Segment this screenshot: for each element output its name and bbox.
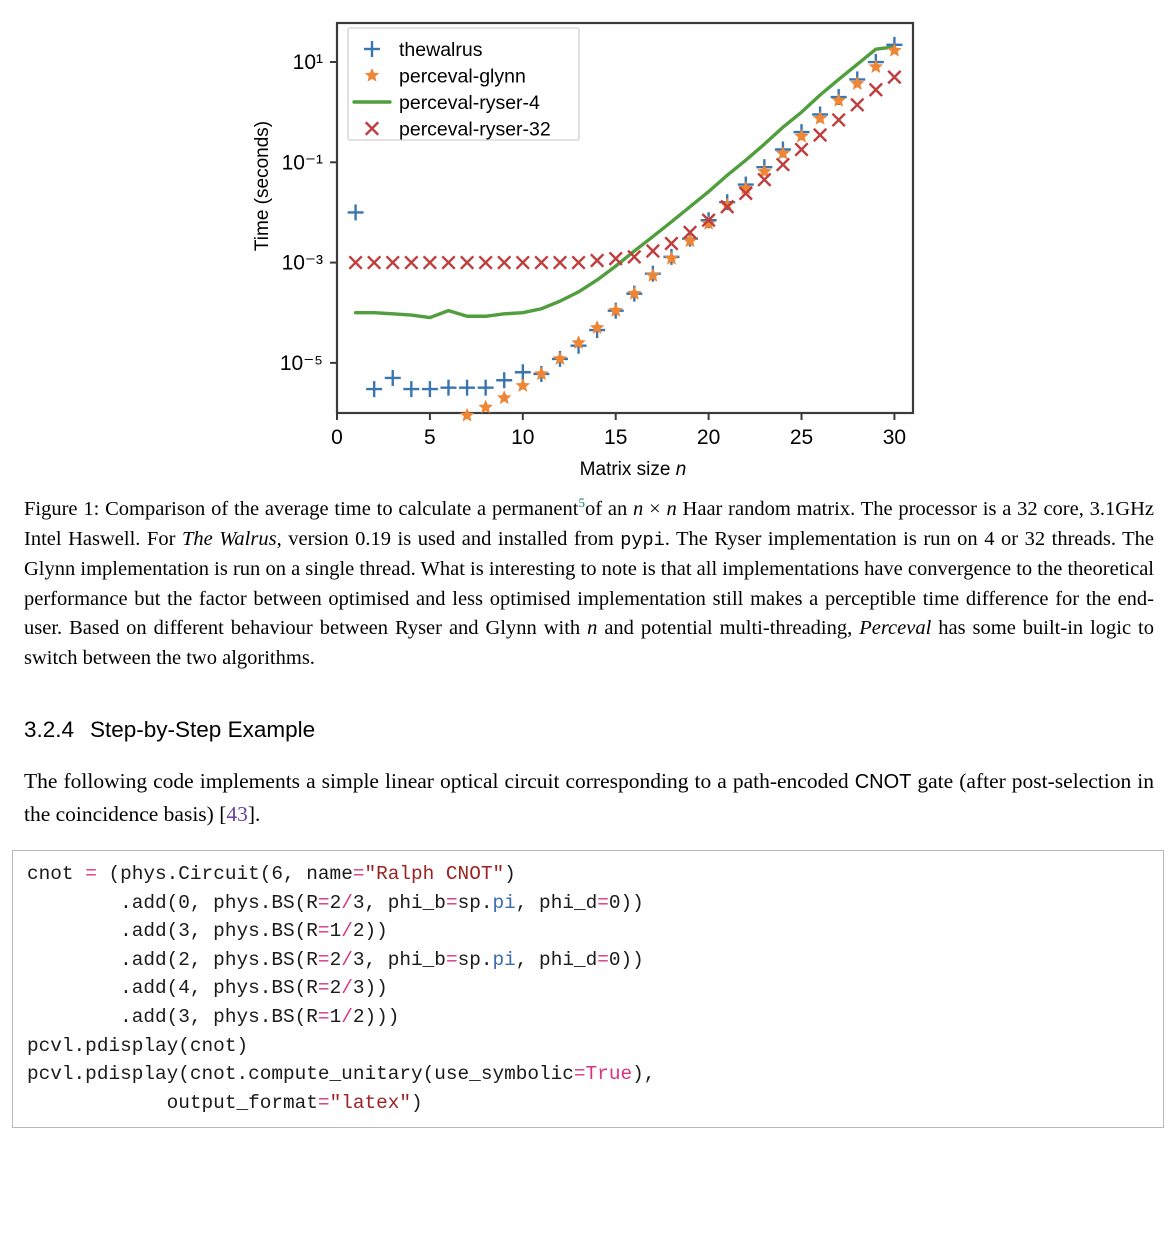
paragraph-text-3: ].: [247, 802, 261, 826]
code-token: =: [317, 891, 330, 914]
code-token: sp.: [457, 948, 493, 971]
caption-text-1: Comparison of the average time to calculate a permanent: [99, 498, 579, 520]
code-line: [27, 1060, 1151, 1089]
code-token: pi: [492, 948, 516, 971]
x-tick-label: 0: [331, 426, 343, 449]
code-token: =: [573, 1063, 586, 1086]
code-line: [27, 860, 1151, 889]
code-token: 3, phi_b: [352, 891, 446, 914]
section-title: Step-by-Step Example: [90, 717, 316, 742]
code-token: =: [317, 920, 330, 943]
code-token: /: [341, 891, 353, 914]
y-tick-label: 10⁻¹: [281, 151, 323, 175]
x-axis-label-symbol: n: [675, 459, 687, 480]
code-token: ): [411, 1091, 423, 1114]
x-axis-label: Matrix size n: [579, 459, 687, 480]
code-token: =: [445, 948, 458, 971]
caption-times-symbol: ×: [643, 498, 667, 520]
code-line: [27, 946, 1151, 975]
caption-italic-perceval: Perceval: [859, 617, 932, 639]
code-token: .add(4, phys.BS(R: [27, 977, 318, 1000]
figure-caption: [24, 495, 1154, 673]
code-line: [27, 917, 1151, 946]
code-line: [27, 1032, 1151, 1061]
x-tick-label: 5: [424, 426, 436, 449]
legend-label: perceval-ryser-32: [399, 118, 551, 141]
y-tick-label: 10⁻³: [281, 251, 323, 275]
caption-mono-pypi: pypi: [620, 529, 665, 551]
code-token: /: [341, 977, 353, 1000]
code-token: 1: [329, 920, 342, 943]
citation-link-43[interactable]: 43: [226, 802, 248, 826]
caption-text-2: of an: [584, 498, 634, 520]
code-token: =: [317, 1091, 330, 1114]
section-number: 3.2.4: [24, 717, 75, 742]
x-tick-label: 10: [511, 426, 535, 449]
code-token: .add(3, phys.BS(R: [27, 1005, 318, 1028]
y-tick-label: 10⁻⁵: [279, 351, 323, 375]
code-token: , phi_d: [515, 948, 598, 971]
code-token: =: [85, 863, 97, 885]
code-token: .add(3, phys.BS(R: [27, 920, 318, 943]
body-paragraph: [24, 765, 1154, 830]
code-token: /: [341, 1005, 353, 1028]
code-token: .add(0, phys.BS(R: [27, 891, 318, 914]
code-token: =: [597, 948, 609, 971]
paragraph-text-1: The following code implements a simple linear optical circuit corresponding to a path-encoded: [24, 769, 855, 793]
code-token: 2)): [352, 920, 388, 943]
code-token: pcvl.pdisplay(cnot): [27, 1034, 249, 1057]
code-line: [27, 1003, 1151, 1032]
code-token: =: [597, 891, 609, 914]
caption-text-7: has some built-in logic to switch between the two algorithms.: [24, 617, 1154, 669]
legend-label: perceval-glynn: [399, 65, 526, 88]
code-line: [27, 974, 1151, 1003]
code-token: , phi_d: [515, 891, 598, 914]
code-token: .add(2, phys.BS(R: [27, 948, 318, 971]
code-token: =: [317, 977, 330, 1000]
code-token: /: [341, 948, 353, 971]
code-token: 2: [329, 948, 342, 971]
caption-text-3: Haar random matrix. The processor is a 32 core, 3.1GHz Intel Haswell. For: [24, 498, 1155, 550]
code-token: =: [352, 863, 365, 885]
legend-label: thewalrus: [399, 39, 483, 61]
code-token: =: [445, 891, 458, 914]
x-tick-label: 25: [789, 426, 814, 449]
caption-text-5: . The Ryser implementation is run on 4 or 32 threads. The Glynn implementation is run on a single thread. What is interesting to note is that all implementations have convergence to the theoretical performance but the factor between optimised and less optimised implementation still makes a perceptible time difference for the end-user. Based on different behaviour between Ryser and Glynn with: [24, 527, 1154, 639]
section-heading: [24, 717, 1152, 743]
caption-math-n-2: n: [666, 498, 677, 520]
code-token: /: [341, 920, 353, 943]
code-block[interactable]: [12, 850, 1164, 1128]
y-axis-label: Time (seconds): [252, 120, 273, 252]
paragraph-sans-cnot: CNOT: [854, 771, 912, 793]
code-token: 3, phi_b: [352, 948, 446, 971]
code-token: 1: [329, 1005, 342, 1028]
code-token: ): [504, 863, 516, 885]
caption-text-4: , version 0.19 is used and installed from: [276, 527, 621, 550]
code-token: output_format: [27, 1091, 318, 1114]
code-token: pi: [492, 891, 516, 914]
y-tick-label: 10¹: [292, 51, 323, 75]
figure-1: [0, 0, 1176, 495]
footnote-marker[interactable]: 5: [578, 495, 585, 511]
legend-label: perceval-ryser-4: [399, 92, 540, 114]
code-token: ),: [632, 1063, 656, 1086]
code-line: [27, 1089, 1151, 1118]
x-tick-label: 15: [604, 426, 628, 449]
x-tick-label: 20: [696, 426, 721, 449]
code-line: [27, 889, 1151, 918]
code-token: "Ralph CNOT": [364, 863, 505, 885]
code-token: =: [317, 1005, 330, 1028]
figure-caption-label: Figure 1:: [24, 498, 100, 520]
code-token: cnot: [27, 863, 86, 885]
caption-math-n-3: n: [587, 617, 598, 639]
code-token: 0)): [608, 891, 644, 914]
x-tick-label: 30: [882, 426, 907, 449]
code-token: =: [317, 948, 330, 971]
code-token: sp.: [457, 891, 493, 914]
caption-math-n-1: n: [633, 498, 644, 520]
code-token: 2: [329, 891, 342, 914]
paragraph-text-2: gate (after post-selection in the coincidence basis) [: [24, 769, 1154, 826]
code-token: "latex": [329, 1091, 412, 1114]
code-token: pcvl.pdisplay(cnot.compute_unitary(use_symbolic: [27, 1063, 574, 1086]
code-token: (phys.Circuit(6, name: [96, 863, 353, 885]
code-token: 0)): [608, 948, 644, 971]
permanent-timing-chart: [0, 0, 1176, 495]
code-token: 3)): [352, 977, 388, 1000]
chart-legend: [348, 28, 579, 141]
caption-text-6: and potential multi-threading,: [597, 617, 860, 639]
code-token: True: [585, 1063, 633, 1086]
code-token: 2: [329, 977, 342, 1000]
code-token: 2))): [352, 1005, 400, 1028]
caption-italic-the-walrus: The Walrus: [181, 527, 277, 550]
